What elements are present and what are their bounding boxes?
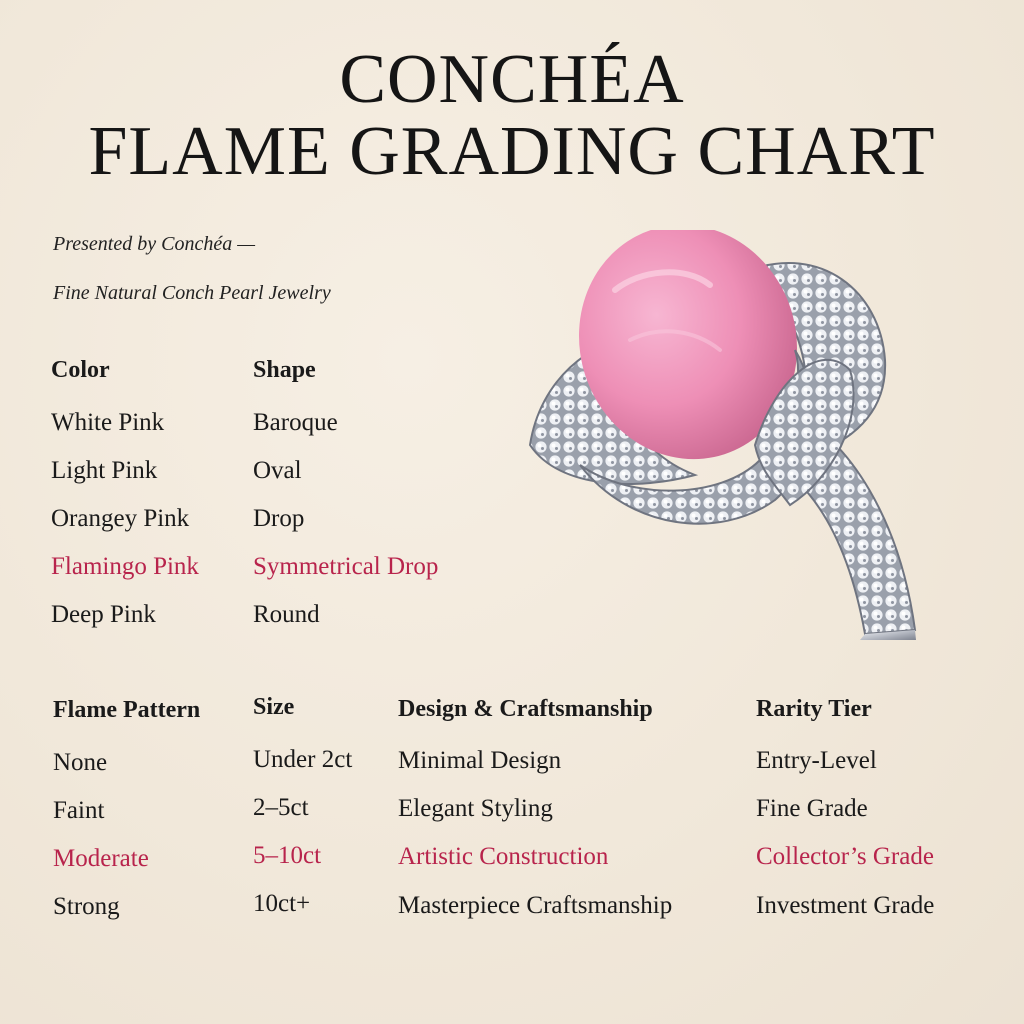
flame-item: Strong: [53, 893, 120, 920]
shape-item: Drop: [253, 505, 305, 532]
ring-image: [520, 230, 920, 640]
rarity-header: Rarity Tier: [756, 696, 872, 722]
size-item: 2–5ct: [253, 794, 309, 821]
rarity-item-highlighted: Collector’s Grade: [756, 843, 934, 870]
subtitle-tagline: Fine Natural Conch Pearl Jewelry: [53, 282, 331, 304]
size-item: Under 2ct: [253, 746, 353, 773]
color-item: Light Pink: [51, 457, 158, 484]
color-item-highlighted: Flamingo Pink: [51, 553, 199, 580]
flame-item: None: [53, 749, 108, 776]
flame-item: Faint: [53, 797, 105, 824]
shape-item: Oval: [253, 457, 302, 484]
color-column: [51, 357, 110, 384]
color-item: Orangey Pink: [51, 505, 190, 532]
color-header: Color: [51, 357, 110, 383]
shape-item: Baroque: [253, 409, 338, 436]
design-item-highlighted: Artistic Construction: [398, 843, 609, 870]
flame-pattern-header: Flame Pattern: [53, 697, 201, 723]
size-item: 10ct+: [253, 890, 311, 917]
design-item: Elegant Styling: [398, 795, 553, 822]
size-header: Size: [253, 694, 295, 720]
size-item-highlighted: 5–10ct: [253, 842, 322, 869]
color-item: White Pink: [51, 409, 165, 436]
conch-pearl-ring-illustration: [520, 230, 920, 640]
shape-column: [253, 357, 316, 384]
design-item: Masterpiece Craftsmanship: [398, 892, 673, 919]
rarity-item: Entry-Level: [756, 747, 877, 774]
flame-item-highlighted: Moderate: [53, 845, 149, 872]
shape-item-highlighted: Symmetrical Drop: [253, 553, 439, 580]
rarity-item: Investment Grade: [756, 892, 935, 919]
title-line-2: FLAME GRADING CHART: [88, 113, 936, 190]
shape-item: Round: [253, 601, 320, 628]
title-line-1: CONCHÉA: [339, 41, 685, 118]
subtitle-presented-by: Presented by Conchéa —: [53, 233, 255, 255]
shape-header: Shape: [253, 357, 316, 383]
color-item: Deep Pink: [51, 601, 156, 628]
design-item: Minimal Design: [398, 747, 562, 774]
design-header: Design & Craftsmanship: [398, 696, 653, 722]
rarity-item: Fine Grade: [756, 795, 868, 822]
